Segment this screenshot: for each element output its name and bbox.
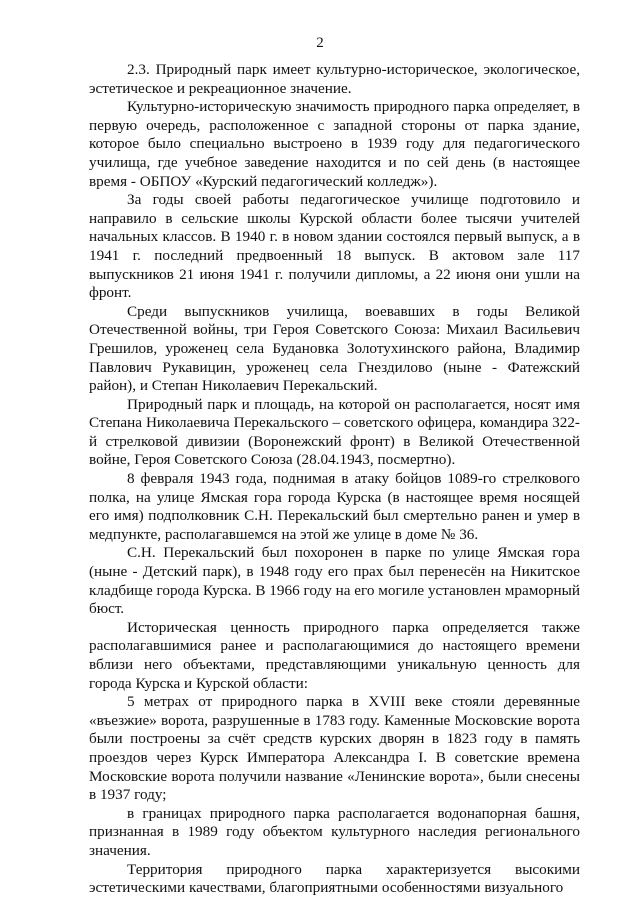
paragraph-cultural-significance: Культурно-историческую значимость природного парка определяет, в первую очередь, расположенное с западной стороны от парка здание, которое было специально выстроено в 1939 году для педагогического училища, где учебное заведение находится и по сей день (в настоящее время - ОБПОУ «Курский педагогический колледж»). [89,98,580,190]
paragraph-moscow-gates: 5 метрах от природного парка в XVIII веке стояли деревянные «въезжие» ворота, разрушенные в 1783 году. Каменные Московские ворота были построены за счёт средств курских дворян в 1823 году в память проездов через Курск Императора Александра I. В советские времена Московские ворота получили название «Ленинские ворота», были снесены в 1937 году; [89,693,580,804]
page-number: 2 [316,35,324,51]
paragraph-perekalsky-name: Природный парк и площадь, на которой он располагается, носят имя Степана Николаевича Перекальского – советского офицера, командира 322-й стрелковой дивизии (Воронежский фронт) в Великой Отечественной войне, Героя Советского Союза (28.04.1943, посмертно). [89,395,580,469]
paragraph-territory: Территория природного парка характеризуется высокими эстетическими качествами, благоприятными особенностями визуального [89,860,580,897]
paragraph-section-2-3: 2.3. Природный парк имеет культурно-историческое, экологическое, эстетическое и рекреационное значение. [89,61,580,97]
paragraph-heroes: Среди выпускников училища, воевавших в годы Великой Отечественной войны, три Героя Советского Союза: Михаил Васильевич Грешилов, уроженец села Будановка Золотухинского района, Владимир Павлович Рукавицин, уроженец села Гнездилово (ныне - Фатежский район), и Степан Николаевич Перекальский. [89,302,580,395]
paragraph-historical-value: Историческая ценность природного парка определяется также располагавшимися ранее и располагающимися до настоящего времени вблизи него объектами, представляющими уникальную ценность для города Курска и Курской области: [89,618,580,692]
paragraph-burial: С.Н. Перекальский был похоронен в парке по улице Ямская гора (ныне - Детский парк), в 1948 году его прах был перенесён на Никитское кладбище города Курска. В 1966 году на его могиле установлен мраморный бюст. [89,544,580,618]
paragraph-february-1943: 8 февраля 1943 года, поднимая в атаку бойцов 1089-го стрелкового полка, на улице Ямская гора города Курска (в настоящее время носящей его имя) подполковник С.Н. Перекальский был смертельно ранен и умер в медпункте, располагавшемся на этой же улице в доме № 36. [89,470,580,543]
document-body [89,61,580,898]
paragraph-water-tower: в границах природного парка располагается водонапорная башня, признанная в 1989 году объектом культурного наследия регионального значения. [89,804,580,859]
paragraph-college-history: За годы своей работы педагогическое училище подготовило и направило в сельские школы Курской области более тысячи учителей начальных классов. В 1940 г. в новом здании состоялся первый выпуск, а в 1941 г. последний предвоенный 18 выпуск. В актовом зале 117 выпускников 21 июня 1941 г. получили дипломы, а 22 июня они ушли на фронт. [89,191,580,302]
